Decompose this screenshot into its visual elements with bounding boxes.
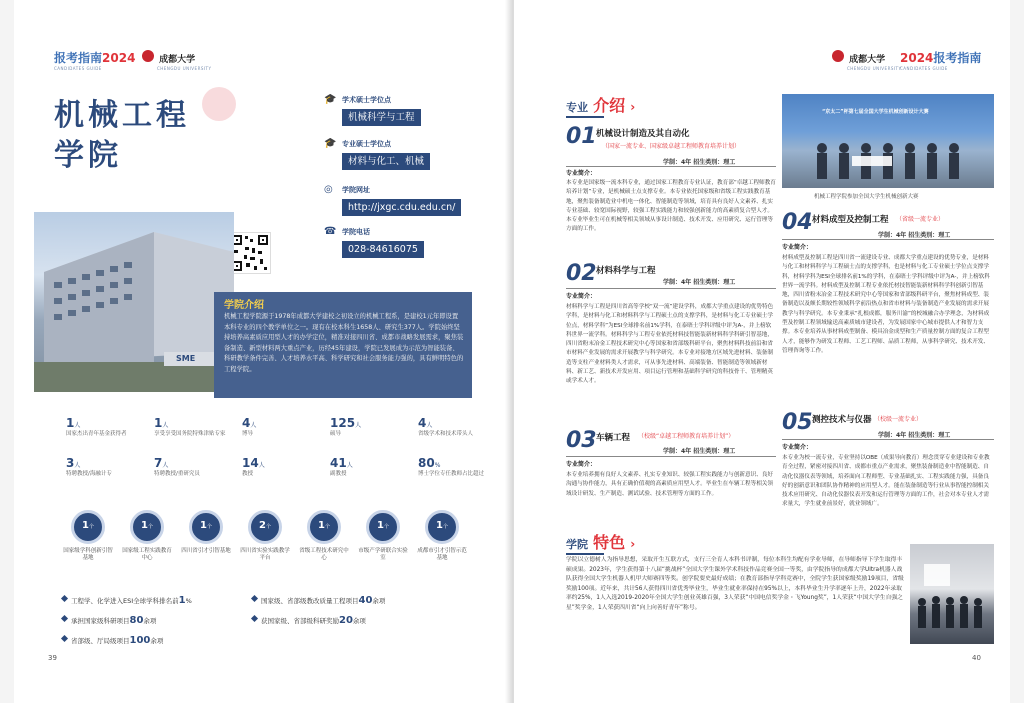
feature-text: 学院以立德树人为指导思想，采取开生互联方式，支行三全育人本科书评制，每位本科生均配有学业导师，在导师指导下学生取得丰硕成果。2023年，学生获得第十八届“挑战杯”全国大学生课外学术科技作品竞赛全国一等奖，由学院指导的成都大学Ultra机器人战队获得全国大学生机器人机甲大师赛四等奖。创学院要史最好成绩；在教育部指导学科竞赛中，全院学生获国家级奖励19项目，省级奖励100项。近年来，共计56人获得四川省优秀毕业生，毕业生就业率保持在95%以上，本科毕业生升学率逐年上升，2022年录取率约25%，1人入选2019-2020年全国大学生创业英雄百强，3人荣获“中国电信奖学金・飞Young奖”，1人荣获“中国大学生自强之星”奖学金，1人荣获四川省“向上向善好青年”称号。 — [566, 557, 904, 611]
platform-label: 市级产学研联合实验室 — [358, 548, 408, 561]
stat-unit: 人 — [162, 462, 169, 469]
info-value: 材料与化工、机械 — [342, 153, 430, 170]
platform-unit: 个 — [442, 524, 448, 530]
photo-banner: “京太二”杯第七届全国大学生机械创新设计大赛 — [822, 109, 929, 115]
major-meta: 学制：4年 招生类别：理工 — [663, 448, 736, 455]
major-meta: 学制：4年 招生类别：理工 — [663, 159, 736, 166]
college-title — [54, 96, 190, 176]
stat-item — [330, 452, 410, 478]
divider — [782, 239, 994, 240]
college-building-photo — [34, 212, 234, 392]
diamond-bullet-icon — [61, 635, 68, 642]
university-seal-icon — [142, 50, 154, 62]
majors-head-a: 专业 — [566, 101, 588, 114]
stat-item — [66, 412, 146, 438]
stat-label: 享受享受国务院特殊津贴专家 — [154, 431, 226, 437]
info-item-website — [324, 185, 484, 227]
header-guide-right — [900, 47, 981, 71]
platforms-row — [62, 510, 482, 570]
stat-item — [154, 412, 234, 438]
stat-item — [330, 412, 410, 438]
major-tag: （国家一流专业、国家级卓越工程师教育培养计划） — [602, 143, 741, 150]
diamond-bullet-icon — [61, 615, 68, 622]
info-label: 学院电话 — [342, 228, 370, 236]
platform-number: 2 — [259, 520, 266, 531]
major-text: 本专业培养拥有良好人文素养、扎实专业知识、较强工程实践能力与创新意识、良好沟通与协作能力，具有正确价值观的高素质应用型人才。毕业生在车辆工程等相关领域设计研发、生产制造、测试试验、技术管理等方面的工作。 — [566, 472, 773, 497]
university-logo-right — [832, 47, 901, 71]
stat-label: 教授 — [242, 471, 254, 477]
major-number: 02 — [566, 261, 597, 286]
stat-item — [242, 412, 322, 438]
major-text: 材料成型及控制工程是四川省一流建设专业、成都大学重点建设的优势专业，是材料与化工和材料科学与工程硕士点的支撑学科，也是材料与化工专业硕士学位点支撑学科，材料学科为ESI全球排名前1%的学科，在泰晤士学科评级中评为A-，并上榜软科世界一流学科。材料成型及控制工程专业依托材技智能装新材料科学科创新引智基地，四川省粉末冶金工程技术研究中心等国家和省部级科研平台，聚焦材料成型、装备制造以及颇长期较性领域科学前沿热点和省市材料与装备制造产业发展的需求开展教学与科学研究。本专业秉承“扎根成都，服务川渝”的校城融合办学理念，为材料成型及控制工程领域输送高素质城市建设者，为发展国家中心城市提供人才和智力支撑。本专业培养从事材料成型制备、模具冶金成型和生产质量控制方面的复合工程型人才，能够作为研发工程师、工艺工程师、品质工程师，从事科学研究、技术开发、管理咨询等工作。 — [782, 255, 990, 354]
divider — [782, 439, 994, 440]
major-04 — [782, 210, 994, 354]
platform-number: 1 — [436, 520, 443, 531]
phone-value: 028-84616075 — [342, 241, 424, 258]
info-value: 机械科学与工程 — [342, 109, 421, 126]
achievement-item: 获国家级、省部级科研奖励20余项 — [252, 608, 366, 627]
chevron-right-icon: › — [630, 100, 636, 114]
university-name: 成都大学 — [849, 55, 886, 65]
section-underline — [566, 116, 604, 118]
major-01 — [566, 124, 776, 233]
stat-number: 3 — [66, 456, 75, 470]
info-label: 学术硕士学位点 — [342, 96, 391, 104]
intro-text: 机械工程学院源于1978年成都大学建校之初设立的机械工程系，是建校1元年即设置本科专业的四个教学单位之一。现有在校本科生1658人、研究生377人。学院始终坚持培养高素质应用型人才的办学定位，精准对接四川省、成都市战略发展需求，聚焦装备制造、新型材料两大重点产业，历经45年建设，学院已发展成为示范为智能装备、科研教学条件完善、人才培养水平高、科学研究和社会服务能力强的，具有鲜明特色的工程学院。 — [224, 313, 464, 373]
guide-sub: CANDIDATES GUIDE — [54, 66, 102, 71]
platform-number: 1 — [318, 520, 325, 531]
platform-label: 国家级工程实践教育中心 — [122, 548, 172, 561]
university-name: 成都大学 — [159, 55, 196, 65]
major-name: 测控技术与仪器 — [812, 415, 872, 425]
stat-unit: 人 — [74, 462, 81, 469]
stat-unit: 人 — [355, 422, 362, 429]
major-tag: （校级一流专业） — [874, 416, 923, 423]
stat-label: 硕导 — [330, 431, 342, 437]
stat-label: 省级学术和技术带头人 — [418, 431, 474, 437]
feature-head-a: 学院 — [566, 538, 588, 551]
major-number: 04 — [782, 210, 813, 235]
stat-label: 副教授 — [330, 471, 347, 477]
major-number: 01 — [566, 124, 597, 149]
qr-code — [229, 232, 271, 274]
platform-number: 1 — [200, 520, 207, 531]
platform-circle — [248, 510, 282, 544]
guide-year: 2024 — [900, 51, 934, 65]
stat-item — [242, 452, 322, 478]
info-item-phone — [324, 227, 484, 267]
platform-unit: 个 — [147, 524, 153, 530]
guide-label: 报考指南 — [54, 51, 103, 65]
feature-section-head — [566, 530, 635, 555]
platform-number: 1 — [377, 520, 384, 531]
platform-circle — [425, 510, 459, 544]
platform-unit: 个 — [383, 524, 389, 530]
photo-caption: 机械工程学院参加全国大学生机械创新大赛 — [814, 194, 919, 200]
platform-circle — [189, 510, 223, 544]
major-meta: 学制：4年 招生类别：理工 — [878, 232, 951, 239]
stat-label: 博导 — [242, 431, 254, 437]
stat-number: 1 — [154, 416, 163, 430]
feature-head-b: 特色 — [593, 533, 626, 552]
platform-circle — [71, 510, 105, 544]
major-05 — [782, 410, 994, 508]
right-page — [514, 0, 1010, 703]
platform-label: 省级工程技术研究中心 — [299, 548, 349, 561]
platform-number: 1 — [82, 520, 89, 531]
major-number: 03 — [566, 428, 597, 453]
page-number: 39 — [48, 654, 57, 662]
major-intro-label: 专业简介： — [566, 293, 597, 300]
chevron-right-icon: › — [630, 537, 636, 551]
university-logo — [142, 47, 211, 71]
platform-item — [180, 510, 232, 555]
divider — [566, 166, 776, 167]
achievement-item: 省部级、厅局级项目100余项 — [62, 628, 163, 647]
divider — [566, 288, 776, 289]
platform-label: 国家级学科创新引智基地 — [63, 548, 113, 561]
stat-unit: 人 — [346, 462, 353, 469]
header-guide-logo — [54, 47, 135, 71]
stat-item — [418, 452, 498, 478]
guide-sub: CANDIDATES GUIDE — [900, 66, 948, 71]
major-text: 本专业为校一流专业，专业坚持以OBE（成果导向教育）理念贯穿专业建设和专业教育全过程，紧密对接四川省、成都市重点产业需求，聚焦装备制造业中智能制造、自动化仪器仪表等领域，培养面向工程师型、专业基础扎实、工程实践能力强，具备良好的创新意识和团队协作精神的应用型人才。能在装备制造等行业从事智能控制相关技术应用研究、自动化仪器仪表开发和运行管理等方面的工作，社会对本专业人才需求量大，学生就业前景好，就业领域广。 — [782, 455, 990, 508]
major-intro-label: 专业简介： — [782, 444, 813, 451]
major-name: 机械设计制造及其自动化 — [596, 129, 690, 139]
major-02 — [566, 261, 776, 385]
major-03 — [566, 428, 776, 497]
globe-icon: ◎ — [324, 184, 333, 195]
platform-unit: 个 — [206, 524, 212, 530]
stat-number: 4 — [242, 416, 251, 430]
stat-item — [418, 412, 498, 438]
info-list — [324, 95, 484, 267]
stat-number: 80 — [418, 456, 435, 470]
major-tag: （省级一流专业） — [896, 216, 945, 223]
platform-item — [416, 510, 468, 562]
info-item-professional — [324, 139, 484, 185]
college-intro-box — [214, 292, 472, 398]
majors-section-head — [566, 93, 635, 118]
major-meta: 学制：4年 招生类别：理工 — [663, 279, 736, 286]
stat-unit: 人 — [162, 422, 169, 429]
achievement-item: 国家级、省部级教改质量工程项目40余项 — [252, 588, 385, 607]
platform-label: 四川省实验实践教学平台 — [240, 548, 290, 561]
stat-number: 125 — [330, 416, 356, 430]
major-meta: 学制：4年 招生类别：理工 — [878, 432, 951, 439]
section-underline — [566, 553, 604, 555]
platform-unit: 个 — [324, 524, 330, 530]
stat-item — [154, 452, 234, 478]
major-text: 材料科学与工程是四川省高等学校“双一流”建设学科，成都大学重点建设的优势特色学科，是材料与化工和材料科学与工程硕士点的支撑学科，是材料与化工专业硕士学位点，材料学科”为ESI全球排名前1%学科，在泰晤士学科评级中评为A-，并上榜软科世界一流学科。材料科学与工程专业依托材料技智能装新材料科学科研引智基地，四川省粉末冶金工程技术研究中心等国家和省部级科研平台，聚焦材料科技前沿和省市材料产业发展的需求开展教学与科学研究。本专业对接地方区域先进材料、装备制造等支柱产业材料类人才需求，可从事先进材料、高端装备、智能制造等领域新材料、新工艺、新技术开发应用、项目运行管理和基础科学研究的科技骨干、管理精英或学术人才。 — [566, 304, 774, 385]
major-intro-label: 专业简介： — [782, 244, 813, 251]
info-label: 专业硕士学位点 — [342, 140, 391, 148]
graduation-cap-icon: 🎓 — [324, 138, 337, 149]
platform-circle — [307, 510, 341, 544]
majors-head-b: 介绍 — [593, 96, 626, 115]
stat-number: 41 — [330, 456, 347, 470]
platform-unit: 个 — [88, 524, 94, 530]
phone-icon: ☎ — [324, 226, 337, 237]
stat-label: 国家杰出青年基金获得者 — [66, 431, 127, 437]
guide-label: 报考指南 — [933, 51, 982, 65]
website-link[interactable]: http://jxgc.cdu.edu.cn/ — [342, 199, 461, 216]
platform-item — [121, 510, 173, 562]
stat-number: 7 — [154, 456, 163, 470]
stat-unit: 人 — [426, 422, 433, 429]
decorative-circle — [202, 87, 236, 121]
major-tag: （校级“卓越工程师教育培养计划”） — [638, 433, 735, 440]
achievement-item: 承担国家级科研项目80余项 — [62, 608, 156, 627]
diamond-bullet-icon — [251, 595, 258, 602]
platform-item — [298, 510, 350, 562]
stat-item — [66, 452, 146, 478]
platform-item — [239, 510, 291, 562]
university-sub: CHENGDU UNIVERSITY — [157, 66, 212, 71]
platform-label: 成都市引才引智示范基地 — [417, 548, 467, 561]
platform-unit: 个 — [265, 524, 271, 530]
platform-circle — [366, 510, 400, 544]
stat-unit: 人 — [74, 422, 81, 429]
stat-unit: 人 — [258, 462, 265, 469]
platform-number: 1 — [141, 520, 148, 531]
major-intro-label: 专业简介： — [566, 170, 597, 177]
platform-circle — [130, 510, 164, 544]
guide-year: 2024 — [102, 51, 136, 65]
stat-unit: % — [434, 462, 441, 469]
stat-label: 博士学位专任教师占比超过 — [418, 471, 485, 477]
achievement-item: 工程学、化学进入ESI全球学科排名前1% — [62, 588, 192, 607]
students-group-photo — [910, 544, 994, 644]
college-title-line1: 机械工程 — [54, 98, 190, 133]
diamond-bullet-icon — [251, 615, 258, 622]
stat-label: 特聘教授/海融计专 — [66, 471, 112, 477]
stat-number: 4 — [418, 416, 427, 430]
diamond-bullet-icon — [61, 595, 68, 602]
platform-item — [62, 510, 114, 562]
intro-title: 学院介绍 — [224, 300, 264, 311]
graduation-cap-icon: 🎓 — [324, 94, 337, 105]
divider — [566, 456, 776, 457]
stat-number: 14 — [242, 456, 259, 470]
page-number: 40 — [972, 654, 981, 662]
major-name: 材料科学与工程 — [596, 266, 656, 276]
stat-number: 1 — [66, 416, 75, 430]
platform-label: 四川省引才引智基地 — [181, 548, 231, 554]
college-title-line2: 学院 — [54, 138, 122, 173]
major-text: 本专业是国家级一流本科专业，通过国家工程教育专业认证，教育部“卓越工程师教育培养计划”专业，是机械硕士点支撑专业。本专业依托国家级和省级工程实践教育基地，聚焦装备制造业中机电一体化、智能制造等领域，培育具有良好人文素养、扎实专业基础、较宽国际视野，较强工程实践能力和较强创新能力的高素质复合型人才。本专业毕业生可在机械等相关领域从事设计制造、技术开发、应用研究、运行管理等方面的工作。 — [566, 180, 776, 233]
stat-unit: 人 — [250, 422, 257, 429]
info-item-academic — [324, 95, 484, 139]
major-name: 车辆工程 — [596, 433, 631, 443]
major-name: 材料成型及控制工程 — [812, 215, 889, 225]
university-sub: CHENGDU UNIVERSITY — [847, 66, 902, 71]
major-number: 05 — [782, 410, 813, 435]
left-page — [14, 0, 510, 703]
competition-photo — [782, 94, 994, 188]
info-label: 学院网址 — [342, 186, 370, 194]
major-intro-label: 专业简介： — [566, 461, 597, 468]
stat-label: 特聘教授/重研究员 — [154, 471, 200, 477]
university-seal-icon — [832, 50, 844, 62]
building-sign: SME — [176, 354, 196, 363]
platform-item — [357, 510, 409, 562]
